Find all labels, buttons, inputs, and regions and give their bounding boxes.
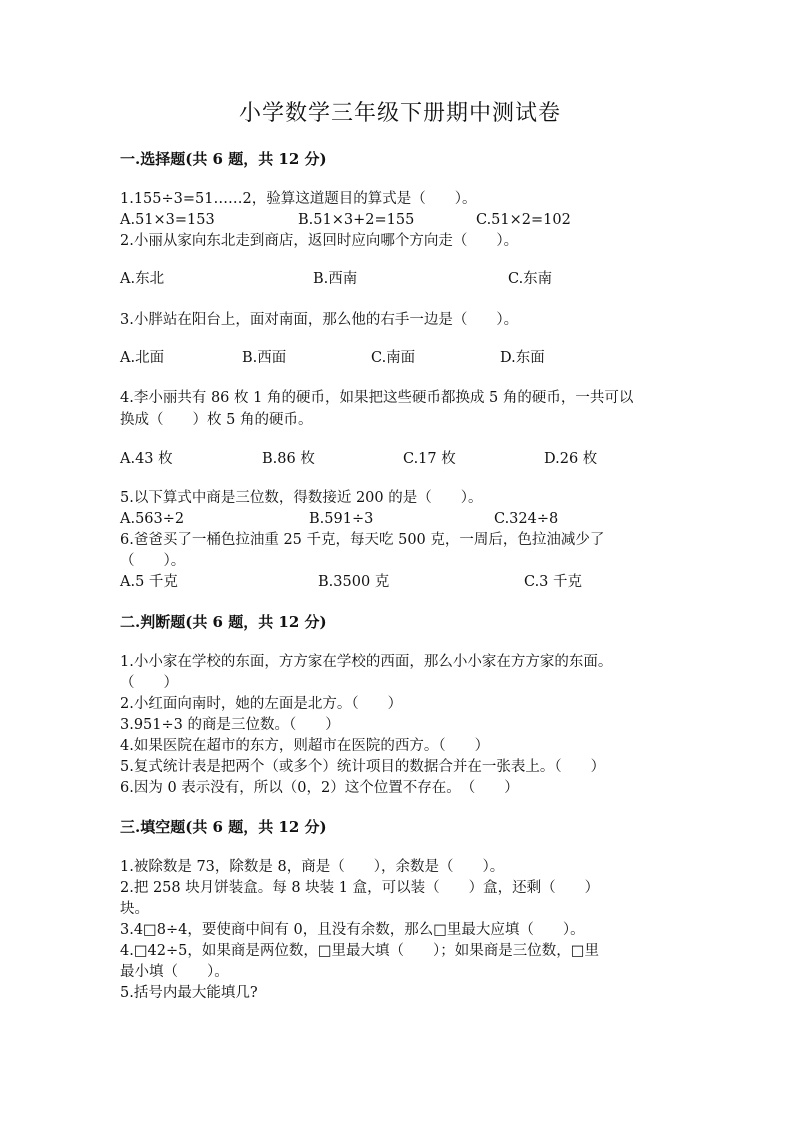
question-2-option-a: A.东北 <box>120 271 165 287</box>
fill-line-5: 5.括号内最大能填几? <box>120 985 258 1001</box>
judgement-line-5: 5.复式统计表是把两个（或多个）统计项目的数据合并在一张表上。（ ） <box>120 759 606 775</box>
question-6-text-line-2: （ ）。 <box>120 553 186 569</box>
question-4-text-line-1: 4.李小丽共有 86 枚 1 角的硬币，如果把这些硬币都换成 5 角的硬币，一共可以 <box>120 390 634 406</box>
question-2-text: 2.小丽从家向东北走到商店，返回时应向哪个方向走（ ）。 <box>120 233 519 249</box>
judgement-line-6: 6.因为 0 表示没有，所以（0，2）这个位置不存在。 （ ） <box>120 780 519 796</box>
section-heading-choice: 一.选择题(共 6 题，共 12 分) <box>120 150 327 168</box>
question-4-option-a: A.43 枚 <box>120 451 173 467</box>
question-1-option-c: C.51×2=102 <box>476 212 571 228</box>
page-title: 小学数学三年级下册期中测试卷 <box>238 101 561 126</box>
question-4-option-c: C.17 枚 <box>403 451 456 467</box>
fill-line-4b: 最小填（ ）。 <box>120 964 229 980</box>
judgement-line-1b: （ ） <box>120 675 178 691</box>
judgement-line-3: 3.951÷3 的商是三位数。（ ） <box>120 717 340 733</box>
question-3-option-b: B.西面 <box>242 350 287 366</box>
question-6-option-b: B.3500 克 <box>318 574 390 590</box>
question-1-option-a: A.51×3=153 <box>120 212 215 228</box>
question-5-option-b: B.591÷3 <box>309 511 374 527</box>
question-3-text: 3.小胖站在阳台上，面对南面，那么他的右手一边是（ ）。 <box>120 312 519 328</box>
fill-line-2: 2.把 258 块月饼装盒。每 8 块装 1 盒，可以装（ ）盒，还剩（ ） <box>120 880 600 896</box>
question-4-text-line-2: 换成（ ）枚 5 角的硬币。 <box>120 412 313 428</box>
fill-line-4: 4.□42÷5，如果商是两位数，□里最大填（ ）；如果商是三位数，□里 <box>120 943 600 959</box>
question-2-option-b: B.西南 <box>313 271 358 287</box>
question-5-option-a: A.563÷2 <box>120 511 185 527</box>
fill-line-3: 3.4□8÷4，要使商中间有 0，且没有余数，那么□里最大应填（ ）。 <box>120 922 585 938</box>
fill-line-1: 1.被除数是 73，除数是 8，商是（ ），余数是（ ）。 <box>120 859 505 875</box>
section-heading-fill-in: 三.填空题(共 6 题，共 12 分) <box>120 818 327 836</box>
judgement-line-2: 2.小红面向南时，她的左面是北方。（ ） <box>120 696 403 712</box>
question-4-option-b: B.86 枚 <box>262 451 315 467</box>
question-6-text-line-1: 6.爸爸买了一桶色拉油重 25 千克，每天吃 500 克，一周后，色拉油减少了 <box>120 532 605 548</box>
question-3-option-c: C.南面 <box>371 350 416 366</box>
question-3-option-a: A.北面 <box>120 350 165 366</box>
question-2-option-c: C.东南 <box>508 271 553 287</box>
fill-line-2b: 块。 <box>120 901 149 917</box>
section-heading-judgement: 二.判断题(共 6 题，共 12 分) <box>120 613 327 631</box>
question-5-text: 5.以下算式中商是三位数，得数接近 200 的是（ ）。 <box>120 490 483 506</box>
question-6-option-a: A.5 千克 <box>120 574 178 590</box>
question-1-text: 1.155÷3=51……2，验算这道题目的算式是（ ）。 <box>120 191 477 207</box>
judgement-line-1: 1.小小家在学校的东面，方方家在学校的西面，那么小小家在方方家的东面。 <box>120 654 613 670</box>
question-4-option-d: D.26 枚 <box>544 451 598 467</box>
question-6-option-c: C.3 千克 <box>524 574 583 590</box>
question-1-option-b: B.51×3+2=155 <box>298 212 415 228</box>
question-3-option-d: D.东面 <box>500 350 545 366</box>
question-5-option-c: C.324÷8 <box>494 511 559 527</box>
judgement-line-4: 4.如果医院在超市的东方，则超市在医院的西方。（ ） <box>120 738 490 754</box>
